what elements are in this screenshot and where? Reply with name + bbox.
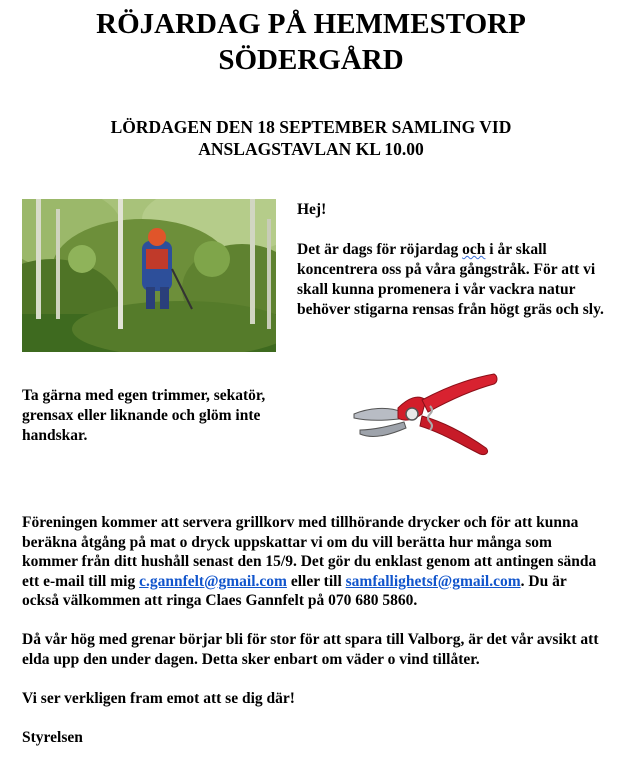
valborg-paragraph: Då vår hög med grenar börjar bli för stor för att spara till Valborg, är det vår avsikt att elda upp den under dagen. Detta sker enbart om väder o vind tillåter. [22,631,599,668]
pruning-shears-image [348,368,500,456]
title-line-2: SÖDERGÅRD [218,44,404,76]
intro-text-flagged: och [462,241,486,258]
intro-text-before: Det är dags för röjardag [297,241,463,258]
forest-worker-photo [22,199,276,352]
info-text-part3: . Du är också välkommen att ringa Claes Gannfelt på 070 680 5860. [22,572,567,609]
info-text-part1: Föreningen kommer att servera grillkorv med tillhörande drycker och för att kunna beräkna åtgång på mat o dryck uppskattar vi om du vill berätta hur många som kommer från ditt hushåll senast den 15/9. Det gör du enklast genom att antingen sända ett e-mail till mig [22,514,597,590]
info-paragraph [22,513,602,611]
greeting: Hej! [297,201,327,218]
title-line-1: RÖJARDAG PÅ HEMMESTORP [96,8,526,40]
intro-text [297,200,607,340]
subtitle-line-1: LÖRDAGEN DEN 18 SEPTEMBER SAMLING VID [110,117,512,137]
signature: Styrelsen [22,728,83,746]
subtitle-line-2: ANSLAGSTAVLAN KL 10.00 [198,139,424,159]
intro-paragraph [297,240,607,320]
email-link-samfallighet[interactable]: samfallighetsf@gmail.com [345,572,521,590]
bring-tools-text: Ta gärna med egen trimmer, sekatör, grensax eller liknande och glöm inte handskar. [22,387,266,444]
intro-text-after: i år skall koncentrera oss på våra gångstråk. För att vi skall kunna promenera i vår vackra natur behöver stigarna rensas från högt gräs och sly. [297,241,604,318]
poster-title [0,6,622,78]
info-section [22,513,602,767]
email-link-gannfelt[interactable]: c.gannfelt@gmail.com [139,572,287,590]
closing-line: Vi ser verkligen fram emot att se dig där! [22,689,295,707]
info-text-part2: eller till [286,572,346,590]
event-subtitle [0,116,622,160]
